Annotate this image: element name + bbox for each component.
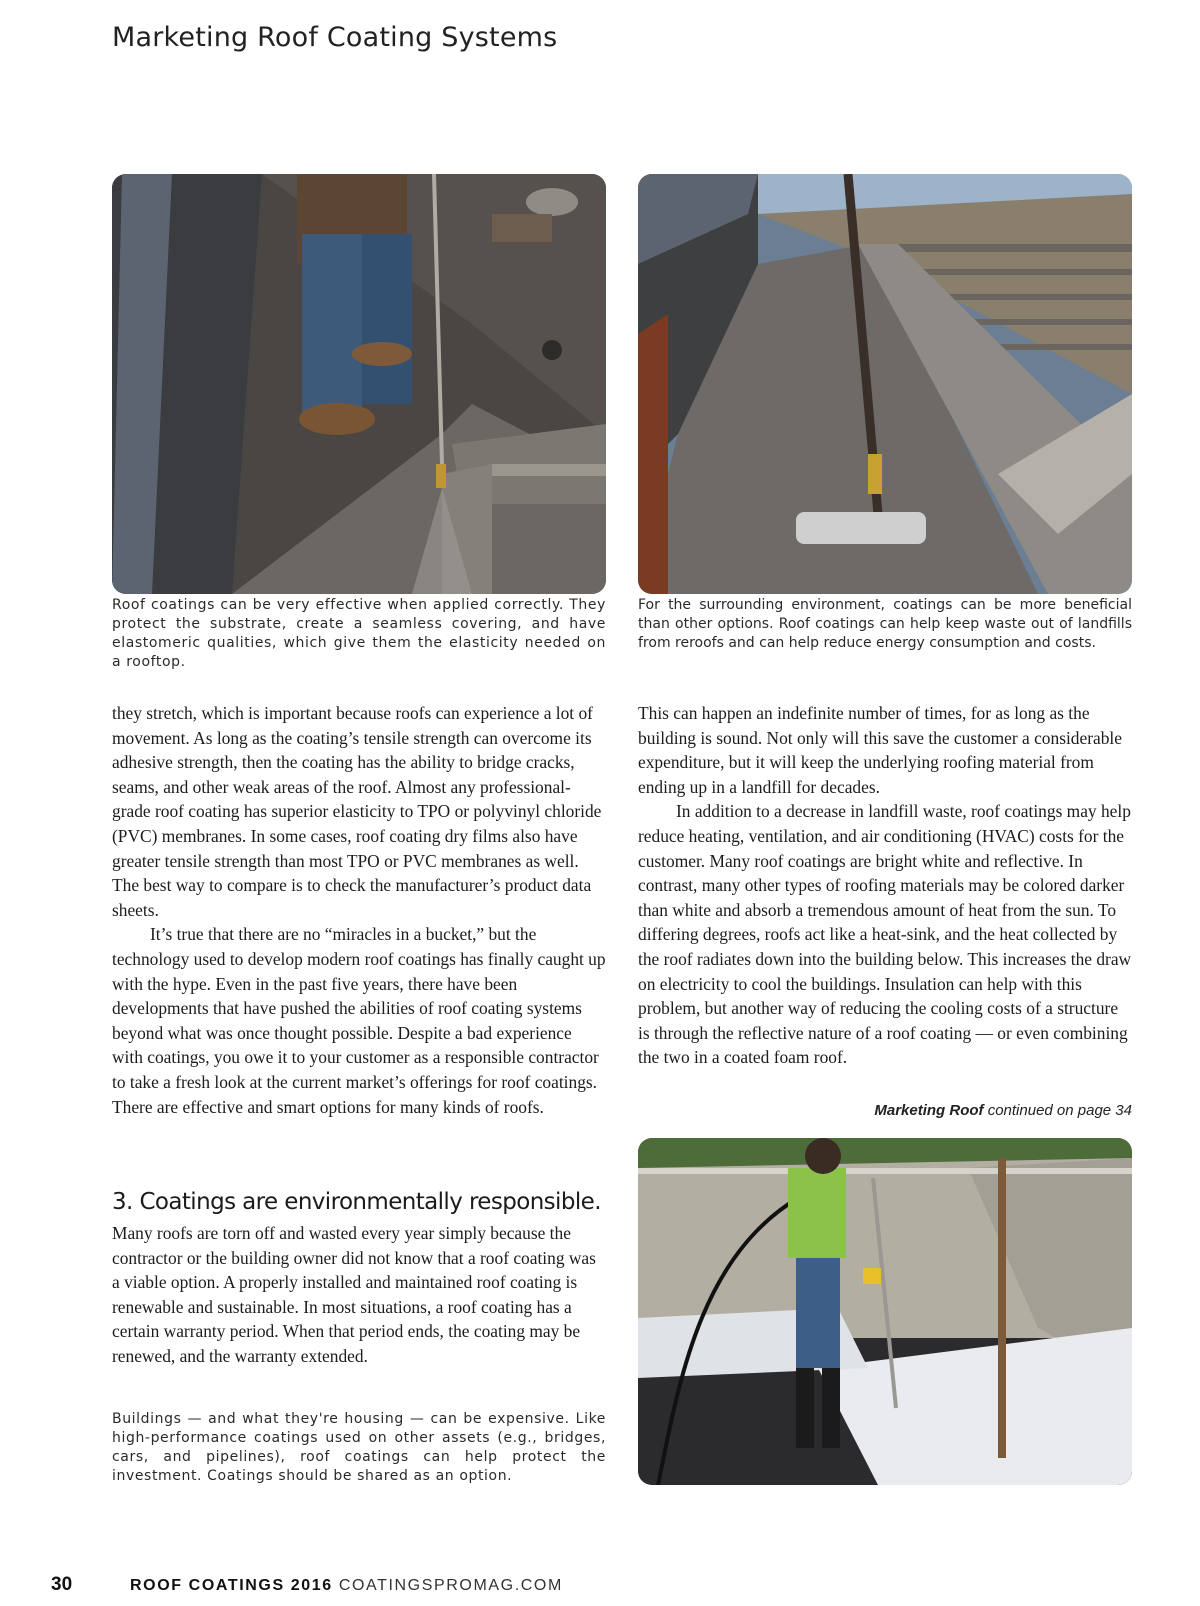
body-paragraph: they stretch, which is important because roofs can experience a lot of movement. As long as the coating’s tensile strength can overcome its adhesive strength, then the coating has the ability to bridge cracks, seams, and other weak areas of the roof. Almost any professional-grade roof coating has superior elasticity to TPO or polyvinyl chloride (PVC) membranes. In some cases, roof coating dry films also have greater tensile strength than most TPO or PVC membranes as well. The best way to compare is to check the manufacturer’s product data sheets.	[112, 703, 602, 920]
caption-pressure-washing: Roof coatings can be very effective when applied correctly. They protect the substrate, create a seamless covering, and have elastomeric qualities, which give them the elasticity needed on a rooftop.	[112, 597, 606, 670]
publication-name: ROOF COATINGS 2016	[130, 1577, 333, 1594]
website-link[interactable]: COATINGSPROMAG.COM	[338, 1577, 563, 1594]
page-header-title: Marketing Roof Coating Systems	[112, 22, 558, 53]
photo-spraying-white-coating	[638, 1138, 1132, 1485]
caption-buildings: Buildings — and what they're housing — can be expensive. Like high-performance coatings used on other assets (e.g., bridges, cars, and pipelines), roof coatings can help protect the investment. Coatings should be shared as an option.	[112, 1411, 606, 1484]
section-heading: 3. Coatings are environmentally responsible.	[112, 1189, 601, 1215]
body-paragraph: Many roofs are torn off and wasted every year simply because the contractor or the building owner did not know that a roof coating was a viable option. A properly installed and maintained roof coating is renewable and sustainable. In most situations, a roof coating has a certain warranty period. When that period ends, the coating may be renewed, and the warranty extended.	[112, 1223, 596, 1366]
page-number: 30	[51, 1574, 73, 1595]
footer-publication	[130, 1577, 563, 1595]
caption-stadium-roof: For the surrounding environment, coatings can be more beneficial than other options. Roof coatings can help keep waste out of landfills from reroofs and can help reduce energy consumption and costs.	[638, 597, 1132, 651]
body-paragraph: In addition to a decrease in landfill waste, roof coatings may help reduce heating, ventilation, and air conditioning (HVAC) costs for the customer. Many roof coatings are bright white and reflective. In contrast, many other types of roofing materials may be colored darker than white and absorb a tremendous amount of heat from the sun. To differing degrees, roofs act like a heat-sink, and the heat collected by the roof radiates down into the building below. This increases the draw on electricity to cool the buildings. Insulation can help with this problem, but another way of reducing the cooling costs of a structure is through the reflective nature of a roof coating — or even combining the two in a coated foam roof.	[638, 801, 1132, 1068]
continued-on-link[interactable]	[638, 1102, 1132, 1119]
body-paragraph: This can happen an indefinite number of times, for as long as the building is sound. Not only will this save the customer a considerable expenditure, but it will keep the underlying roofing material from ending up in a landfill for decades.	[638, 703, 1122, 797]
right-article-column	[638, 701, 1132, 1070]
photo-pressure-washing-roof	[112, 174, 606, 594]
left-article-column	[112, 701, 606, 1119]
continued-article-name: Marketing Roof	[874, 1102, 984, 1119]
body-paragraph: It’s true that there are no “miracles in a bucket,” but the technology used to develop modern roof coatings has finally caught up with the hype. Even in the past five years, there have been developments that have pushed the abilities of roof coating systems beyond what was once thought possible. Despite a bad experience with coatings, you owe it to your customer as a responsible contractor to take a fresh look at the current market’s offerings for roof coatings. There are effective and smart options for many kinds of roofs.	[112, 924, 606, 1117]
photo-roller-stadium-roof	[638, 174, 1132, 594]
left-section-body	[112, 1221, 606, 1369]
continued-page-text: continued on page 34	[983, 1102, 1132, 1119]
